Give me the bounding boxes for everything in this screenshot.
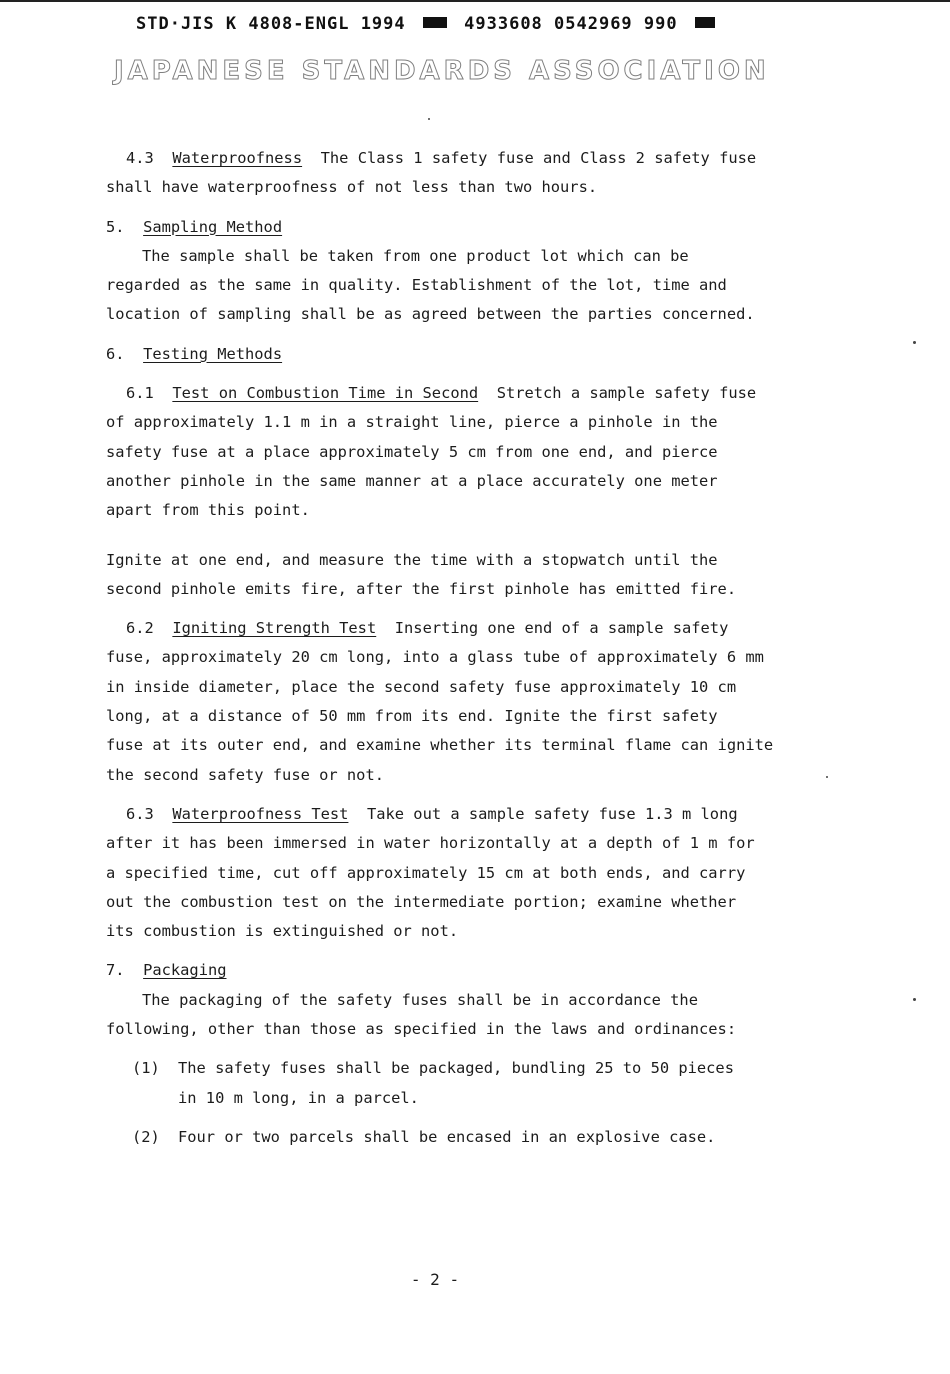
paragraph-line: another pinhole in the same manner at a place accurately one meter bbox=[106, 471, 718, 490]
paragraph-line: out the combustion test on the intermediate portion; examine whether bbox=[106, 892, 737, 911]
section-number: 6.3 bbox=[126, 804, 154, 823]
section-title: Sampling Method bbox=[143, 217, 283, 236]
paragraph-line: safety fuse at a place approximately 5 cm from one end, and pierce bbox=[106, 442, 718, 461]
paragraph-line: in inside diameter, place the second safety fuse approximately 10 cm bbox=[106, 677, 737, 696]
paragraph-line: long, at a distance of 50 mm from its end. Ignite the first safety bbox=[106, 707, 718, 726]
paragraph-line: its combustion is extinguished or not. bbox=[106, 922, 459, 941]
paragraph-text: Take out a sample safety fuse 1.3 m long bbox=[366, 804, 738, 823]
paragraph-line: The sample shall be taken from one product lot which can be bbox=[142, 246, 689, 265]
paragraph-line: fuse, approximately 20 cm long, into a glass tube of approximately 6 mm bbox=[106, 648, 764, 667]
list-item bbox=[132, 1123, 806, 1152]
section-number: 6.1 bbox=[126, 384, 154, 403]
paragraph-line: the second safety fuse or not. bbox=[106, 765, 384, 784]
paragraph-text: shall have waterproofness of not less than two hours. bbox=[106, 178, 598, 197]
section-6-1-continued bbox=[106, 546, 806, 605]
paragraph-text: Stretch a sample safety fuse bbox=[496, 384, 757, 403]
paragraph-line: fuse at its outer end, and examine whether its terminal flame can ignite bbox=[106, 736, 774, 755]
section-6-3 bbox=[106, 800, 806, 946]
redaction-block-icon bbox=[695, 17, 715, 28]
list-item-number: (1) bbox=[132, 1059, 160, 1078]
publisher-banner: JAPANESE STANDARDS ASSOCIATION bbox=[114, 56, 770, 86]
list-item-text: The safety fuses shall be packaged, bundling 25 to 50 pieces bbox=[178, 1059, 734, 1078]
list-item bbox=[132, 1054, 806, 1113]
section-7 bbox=[106, 956, 806, 1044]
list-item-text: Four or two parcels shall be encased in an explosive case. bbox=[178, 1127, 716, 1146]
section-number: 7. bbox=[106, 961, 125, 980]
scan-speck bbox=[826, 776, 828, 778]
section-number: 6. bbox=[106, 344, 125, 363]
paragraph-line: regarded as the same in quality. Establishment of the lot, time and bbox=[106, 276, 727, 295]
section-title: Waterproofness Test bbox=[172, 804, 349, 823]
paragraph-line: Ignite at one end, and measure the time with a stopwatch until the bbox=[106, 550, 718, 569]
scan-speck bbox=[913, 998, 916, 1001]
paragraph-line: following, other than those as specified in the laws and ordinances: bbox=[106, 1020, 737, 1039]
section-number: 6.2 bbox=[126, 619, 154, 638]
section-title: Waterproofness bbox=[172, 149, 303, 167]
paragraph-line: of approximately 1.1 m in a straight line, pierce a pinhole in the bbox=[106, 413, 718, 432]
section-number: 4.3 bbox=[126, 149, 154, 167]
top-border-line bbox=[0, 0, 950, 2]
catalog-code: 4933608 0542969 990 bbox=[464, 14, 678, 34]
standard-code: STD·JIS K 4808-ENGL 1994 bbox=[136, 14, 406, 34]
redaction-block-icon bbox=[423, 17, 447, 28]
section-6 bbox=[106, 340, 806, 369]
paragraph-text: Inserting one end of a sample safety bbox=[394, 619, 729, 638]
section-5 bbox=[106, 213, 806, 330]
section-title: Testing Methods bbox=[143, 344, 283, 363]
paragraph-line: The packaging of the safety fuses shall be in accordance the bbox=[142, 990, 698, 1009]
paragraph-line: apart from this point. bbox=[106, 501, 310, 520]
scan-speck bbox=[913, 341, 916, 344]
list-item-text: in 10 m long, in a parcel. bbox=[178, 1088, 419, 1107]
section-title: Igniting Strength Test bbox=[172, 619, 377, 638]
section-6-2 bbox=[106, 614, 806, 790]
paragraph-text: The Class 1 safety fuse and Class 2 safety fuse bbox=[320, 149, 757, 167]
paragraph-line: second pinhole emits fire, after the first pinhole has emitted fire. bbox=[106, 579, 737, 598]
document-header bbox=[136, 14, 721, 34]
paragraph-line: after it has been immersed in water horizontally at a depth of 1 m for bbox=[106, 834, 755, 853]
section-number: 5. bbox=[106, 217, 125, 236]
list-item-number: (2) bbox=[132, 1127, 160, 1146]
page-number: - 2 - bbox=[410, 1270, 460, 1289]
section-6-1 bbox=[106, 379, 806, 525]
section-4-3 bbox=[106, 144, 806, 203]
document-body bbox=[106, 144, 806, 1162]
section-title: Test on Combustion Time in Second bbox=[172, 384, 479, 403]
scan-speck bbox=[428, 118, 430, 120]
paragraph-line: location of sampling shall be as agreed between the parties concerned. bbox=[106, 305, 755, 324]
section-title: Packaging bbox=[143, 961, 227, 980]
paragraph-line: a specified time, cut off approximately 15 cm at both ends, and carry bbox=[106, 863, 746, 882]
